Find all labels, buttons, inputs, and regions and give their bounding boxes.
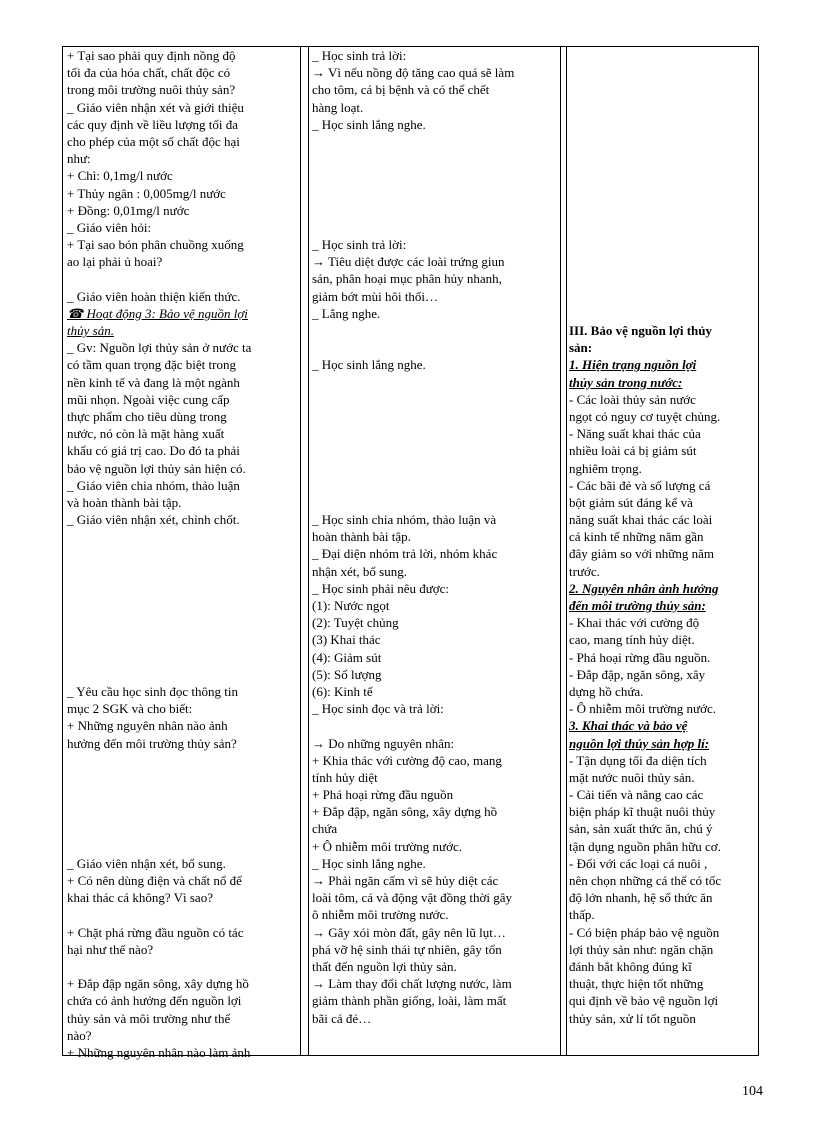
col1-line: mục 2 SGK và cho biết: — [67, 701, 193, 717]
student-activity-column — [312, 47, 557, 1027]
col2-line: + Phá hoại rừng đầu nguồn — [312, 787, 454, 803]
col3-line — [569, 270, 757, 287]
col1-line: chứa có ảnh hưởng đến nguồn lợi — [67, 993, 242, 1009]
col2-line: + Khia thác với cường độ cao, mang — [312, 752, 502, 768]
col3-line: thủy sản trong nước: — [569, 374, 683, 390]
col2-line — [312, 442, 557, 459]
col2-line: _ Lắng nghe. — [312, 305, 381, 321]
col1-line: như: — [67, 151, 91, 167]
col3-line: 1. Hiện trạng nguồn lợi — [569, 357, 697, 373]
col3-line — [569, 202, 757, 219]
col1-line: mũi nhọn. Ngoài việc cung cấp — [67, 391, 230, 407]
col2-line: _ Đại diện nhóm trả lời, nhóm khác — [312, 546, 498, 562]
col3-line: nên chọn những cá thể có tốc — [569, 873, 722, 888]
col1-line: + Tại sao phải quy định nồng độ — [67, 48, 236, 63]
col2-line: bãi cá đẻ… — [312, 1010, 372, 1026]
col2-line — [312, 391, 557, 408]
col2-line: sán, phân hoại mục phân hủy nhanh, — [312, 271, 502, 287]
col3-line: - Đối với các loại cá nuôi , — [569, 855, 708, 871]
col1-line: ☎ Hoạt động 3: Bảo vệ nguồn lợi — [67, 305, 248, 321]
col3-line: thấp. — [569, 907, 595, 923]
col3-line: tận dụng nguồn phân hữu cơ. — [569, 838, 721, 854]
col1-line: + Đắp đập ngăn sông, xây dựng hồ — [67, 976, 249, 992]
col1-line: nào? — [67, 1027, 92, 1043]
col3-line: sản: — [569, 340, 593, 356]
col1-line — [67, 820, 297, 837]
col1-line: nước, nó còn là mặt hàng xuất — [67, 426, 225, 442]
col2-line: _ Học sinh lắng nghe. — [312, 116, 426, 132]
col2-line: _ Học sinh đọc và trả lời: — [312, 701, 444, 717]
col1-line: khẩu có giá trị cao. Do đó ta phải — [67, 443, 240, 459]
col3-line — [569, 236, 757, 253]
col3-line: thủy sản, xử lí tốt nguồn — [569, 1010, 696, 1026]
column-divider — [566, 47, 567, 1055]
col3-line: qui định về bảo vệ nguồn lợi — [569, 993, 719, 1009]
col3-line — [569, 81, 757, 98]
col2-line: (5): Số lượng — [312, 666, 382, 682]
column-divider — [308, 47, 309, 1055]
col3-line: mặt nước nuôi thủy sản. — [569, 769, 695, 785]
col2-line: phá vỡ hệ sinh thái tự nhiên, gây tổn — [312, 941, 502, 957]
col2-line: (3) Khai thác — [312, 632, 381, 648]
col1-line: cho phép của một số chất độc hại — [67, 133, 240, 149]
col2-line — [312, 477, 557, 494]
col1-line: + Tại sao bón phân chuồng xuống — [67, 237, 244, 253]
col1-line: ao lại phải ủ hoai? — [67, 254, 163, 270]
col2-line — [312, 339, 557, 356]
column-divider — [560, 47, 561, 1055]
col1-line: thực phẩm cho tiêu dùng trong — [67, 408, 227, 424]
col2-line — [312, 219, 557, 236]
col3-line: - Đắp đập, ngăn sông, xây — [569, 666, 706, 682]
col1-line — [67, 597, 297, 614]
col1-line: _ Giáo viên chia nhóm, thảo luận — [67, 477, 240, 493]
col1-line — [67, 649, 297, 666]
col1-line — [67, 906, 297, 923]
col2-line: → Do những nguyên nhân: — [312, 735, 455, 751]
col2-line: (1): Nước ngọt — [312, 598, 390, 613]
col1-line — [67, 528, 297, 545]
col2-line — [312, 150, 557, 167]
col2-line: hàng loạt. — [312, 99, 364, 115]
col3-line — [569, 99, 757, 116]
col1-line: _ Giáo viên nhận xét, chỉnh chốt. — [67, 512, 240, 528]
col3-line: cá kinh tế những năm gần — [569, 529, 704, 545]
col1-line — [67, 545, 297, 562]
col3-line — [569, 288, 757, 305]
col2-line: → Làm thay đổi chất lượng nước, làm — [312, 976, 512, 992]
col2-line: thất đến nguồn lợi thủy sản. — [312, 958, 457, 974]
col1-line: hại như thế nào? — [67, 941, 154, 957]
col3-line: - Tận dụng tối đa diện tích — [569, 752, 707, 768]
col3-line — [569, 116, 757, 133]
col2-line — [312, 322, 557, 339]
col3-line — [569, 167, 757, 184]
col3-line: - Năng suất khai thác của — [569, 426, 701, 442]
col2-line — [312, 717, 557, 734]
col1-line: và hoàn thành bài tập. — [67, 494, 182, 510]
col2-line: hoàn thành bài tập. — [312, 529, 411, 545]
col2-line — [312, 425, 557, 442]
teacher-activity-column — [67, 47, 297, 1061]
column-divider — [300, 47, 301, 1055]
col3-line: - Các bãi đẻ và số lượng cá — [569, 477, 711, 493]
col2-line: + Đắp đập, ngăn sông, xây dựng hồ — [312, 804, 498, 820]
lesson-table — [62, 46, 759, 1060]
col2-line — [312, 408, 557, 425]
col1-line — [67, 666, 297, 683]
col3-line: đánh bắt không đúng kĩ — [569, 958, 692, 974]
col3-line: ngọt có nguy cơ tuyệt chủng. — [569, 408, 721, 424]
col3-line — [569, 64, 757, 81]
lesson-content-column — [569, 47, 757, 1027]
col1-line: khai thác cá không? Vì sao? — [67, 890, 213, 906]
col1-line — [67, 838, 297, 855]
col1-line: các quy định về liều lượng tối đa — [67, 116, 238, 132]
col3-line: - Các loài thủy sản nước — [569, 391, 696, 407]
col2-line: _ Học sinh trả lời: — [312, 237, 407, 253]
col2-line: ô nhiễm môi trường nước. — [312, 907, 449, 923]
col1-line: + Đồng: 0,01mg/l nước — [67, 202, 190, 218]
col2-line: (6): Kinh tế — [312, 683, 373, 699]
col2-line: _ Học sinh lắng nghe. — [312, 855, 426, 871]
col1-line — [67, 769, 297, 786]
col2-line: giảm bớt mùi hôi thối… — [312, 288, 439, 304]
col3-line: - Khai thác với cường độ — [569, 615, 700, 631]
col3-line: sản, sản xuất thức ăn, chú ý — [569, 821, 713, 837]
col3-line: cao, mang tính hủy diệt. — [569, 632, 695, 648]
col2-line — [312, 202, 557, 219]
col2-line: (4): Giảm sút — [312, 649, 382, 665]
col3-line — [569, 150, 757, 167]
col1-line: _ Giáo viên nhận xét và giới thiệu — [67, 99, 244, 115]
col2-line: + Ô nhiễm môi trường nước. — [312, 838, 462, 854]
col3-line: - Cải tiến và nâng cao các — [569, 787, 704, 803]
col2-line: → Phải ngăn cấm vì sẽ hủy diệt các — [312, 873, 499, 888]
col2-line — [312, 185, 557, 202]
col1-line: + Có nên dùng điện và chất nổ để — [67, 873, 242, 888]
col2-line — [312, 167, 557, 184]
col3-line: trước. — [569, 563, 600, 579]
col1-line: có tầm quan trọng đặc biệt trong — [67, 357, 236, 373]
col1-line: + Những nguyên nhân nào làm ảnh — [67, 1044, 251, 1060]
col3-line — [569, 185, 757, 202]
col2-line: tính hủy diệt — [312, 769, 378, 785]
col2-line — [312, 460, 557, 477]
col3-line: 3. Khai thác và bảo vệ — [569, 718, 688, 734]
col3-line: đây giảm so với những năm — [569, 546, 714, 562]
col1-line: thủy sản và môi trường như thế — [67, 1010, 231, 1026]
col1-line: + Chặt phá rừng đầu nguồn có tác — [67, 924, 244, 940]
col3-line: độ lớn nhanh, hệ số thức ăn — [569, 890, 713, 906]
col3-line — [569, 133, 757, 150]
col1-line — [67, 580, 297, 597]
col2-line — [312, 374, 557, 391]
col3-line: dựng hồ chứa. — [569, 683, 644, 699]
col1-line: tối đa của hóa chất, chất độc có — [67, 65, 231, 81]
col1-line: + Thủy ngân : 0,005mg/l nước — [67, 185, 226, 201]
col3-line: thuật, thực hiện tốt những — [569, 976, 704, 992]
col1-line — [67, 563, 297, 580]
col1-line: nền kinh tế và đang là một ngành — [67, 374, 240, 390]
col2-line: → Tiêu diệt được các loài trứng giun — [312, 254, 505, 270]
col3-line — [569, 253, 757, 270]
col3-line: bột giảm sút đáng kể và — [569, 494, 693, 510]
col2-line: → Vì nếu nồng độ tăng cao quá sẽ làm — [312, 65, 515, 81]
col3-line: lợi thủy sản như: ngăn chặn — [569, 941, 714, 957]
col1-line — [67, 803, 297, 820]
col1-line — [67, 631, 297, 648]
col3-line: năng suất khai thác các loài — [569, 512, 713, 528]
col1-line: bảo vệ nguồn lợi thủy sản hiện có. — [67, 460, 246, 476]
col3-line: nhiều loài cá bị giảm sút — [569, 443, 697, 459]
col2-line: chứa — [312, 821, 338, 837]
col3-line: đến môi trường thủy sản: — [569, 598, 706, 613]
col3-line: III. Bảo vệ nguồn lợi thủy — [569, 323, 713, 338]
col1-line: _ Giáo viên nhận xét, bổ sung. — [67, 855, 226, 871]
col2-line: nhận xét, bổ sung. — [312, 563, 407, 579]
col1-line: hưởng đến môi trường thủy sản? — [67, 735, 237, 751]
col2-line: (2): Tuyệt chủng — [312, 615, 399, 631]
col2-line: _ Học sinh lắng nghe. — [312, 357, 426, 373]
col1-line: _ Yêu cầu học sinh đọc thông tin — [67, 683, 239, 699]
col3-line — [569, 219, 757, 236]
col3-line: 2. Nguyên nhân ảnh hưởng — [569, 580, 719, 596]
col3-line: nguồn lợi thủy sản hợp lí: — [569, 735, 710, 751]
col3-line: biện pháp kĩ thuật nuôi thủy — [569, 804, 716, 820]
col3-line: nghiêm trọng. — [569, 460, 642, 476]
col2-line — [312, 494, 557, 511]
col3-line: - Có biện pháp bảo vệ nguồn — [569, 924, 720, 940]
col2-line: _ Học sinh chia nhóm, thảo luận và — [312, 512, 497, 528]
col3-line: - Phá hoại rừng đầu nguồn. — [569, 649, 711, 665]
col3-line — [569, 47, 757, 64]
page-number: 104 — [742, 1084, 763, 1099]
col2-line: cho tôm, cá bị bệnh và có thể chết — [312, 82, 490, 98]
col1-line — [67, 786, 297, 803]
col2-line — [312, 133, 557, 150]
col3-line — [569, 305, 757, 322]
col1-line: _ Giáo viên hỏi: — [67, 219, 152, 235]
col1-line — [67, 752, 297, 769]
col1-line: _ Gv: Nguồn lợi thủy sản ở nước ta — [67, 340, 252, 356]
col2-line: loài tôm, cá và động vật đồng thời gây — [312, 890, 513, 906]
col1-line: + Chì: 0,1mg/l nước — [67, 168, 173, 184]
col1-line: thủy sản. — [67, 323, 114, 338]
col1-line: _ Giáo viên hoàn thiện kiến thức. — [67, 288, 241, 304]
col2-line: → Gây xói mòn đất, gây nên lũ lụt… — [312, 924, 506, 940]
col1-line: trong môi trường nuôi thủy sản? — [67, 82, 236, 98]
col2-line: _ Học sinh trả lời: — [312, 48, 407, 63]
col1-line — [67, 958, 297, 975]
col3-line: - Ô nhiễm môi trường nước. — [569, 701, 716, 717]
col1-line — [67, 270, 297, 287]
col1-line: + Những nguyên nhân nào ảnh — [67, 718, 228, 734]
col1-line — [67, 614, 297, 631]
col2-line: giảm thành phần giống, loài, làm mất — [312, 993, 507, 1009]
col2-line: _ Học sinh phải nêu được: — [312, 580, 450, 596]
